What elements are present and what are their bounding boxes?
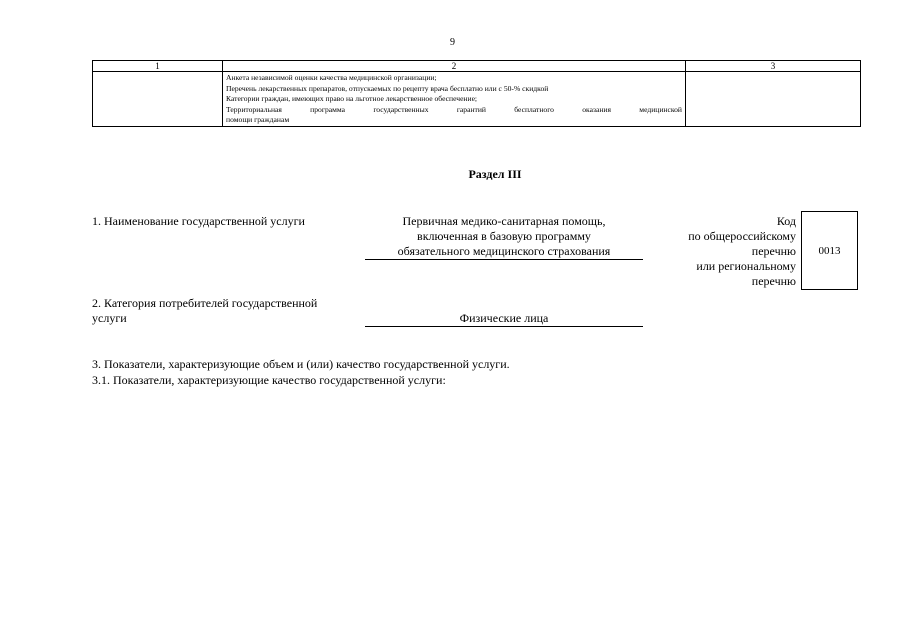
service-name-line: включенная в базовую программу [417, 229, 591, 243]
table-header-row [93, 61, 861, 72]
page-number: 9 [450, 37, 455, 48]
table-header-col-3: 3 [686, 61, 861, 72]
table-cell-col-1 [93, 72, 223, 127]
code-label [650, 214, 796, 289]
document-line: Территориальная программа государственных гарантий бесплатного оказания медицинской [226, 104, 682, 114]
service-name-label: 1. Наименование государственной услуги [92, 214, 305, 228]
document-line: Анкета независимой оценки качества медицинской организации; [226, 73, 437, 82]
table-header-col-2: 2 [223, 61, 686, 72]
code-label-line: по общероссийскому [688, 229, 796, 243]
code-label-line: или региональному [696, 259, 796, 273]
consumer-category-value: Физические лица [365, 311, 643, 327]
section-heading: Раздел III [468, 167, 522, 181]
code-label-line: Код [776, 214, 796, 228]
consumer-category-label-line: услуги [92, 311, 127, 325]
continuation-table [92, 60, 861, 127]
consumer-category-label-line: 2. Категория потребителей государственной [92, 296, 318, 310]
quality-indicators-heading: 3.1. Показатели, характеризующие качество государственной услуги: [92, 373, 446, 387]
table-cell-col-2 [223, 72, 686, 127]
code-value-box [801, 211, 858, 290]
document-line: Категории граждан, имеющих право на льготное лекарственное обеспечение; [226, 94, 478, 104]
code-value: 0013 [818, 244, 841, 257]
service-name-value [365, 214, 643, 260]
table-row [93, 72, 861, 127]
code-label-line: перечню [751, 274, 796, 288]
indicators-heading: 3. Показатели, характеризующие объем и (или) качество государственной услуги. [92, 357, 510, 371]
table-header-col-1: 1 [93, 61, 223, 72]
document-line: помощи гражданам [226, 115, 290, 125]
code-label-line: перечню [751, 244, 796, 258]
document-line: Перечень лекарственных препаратов, отпускаемых по рецепту врача бесплатно или с 50-% скидкой [226, 83, 549, 93]
service-name-line: обязательного медицинского страхования [365, 244, 643, 260]
table-cell-col-3 [686, 72, 861, 127]
consumer-category-label [92, 296, 317, 326]
service-name-line: Первичная медико-санитарная помощь, [402, 214, 606, 228]
